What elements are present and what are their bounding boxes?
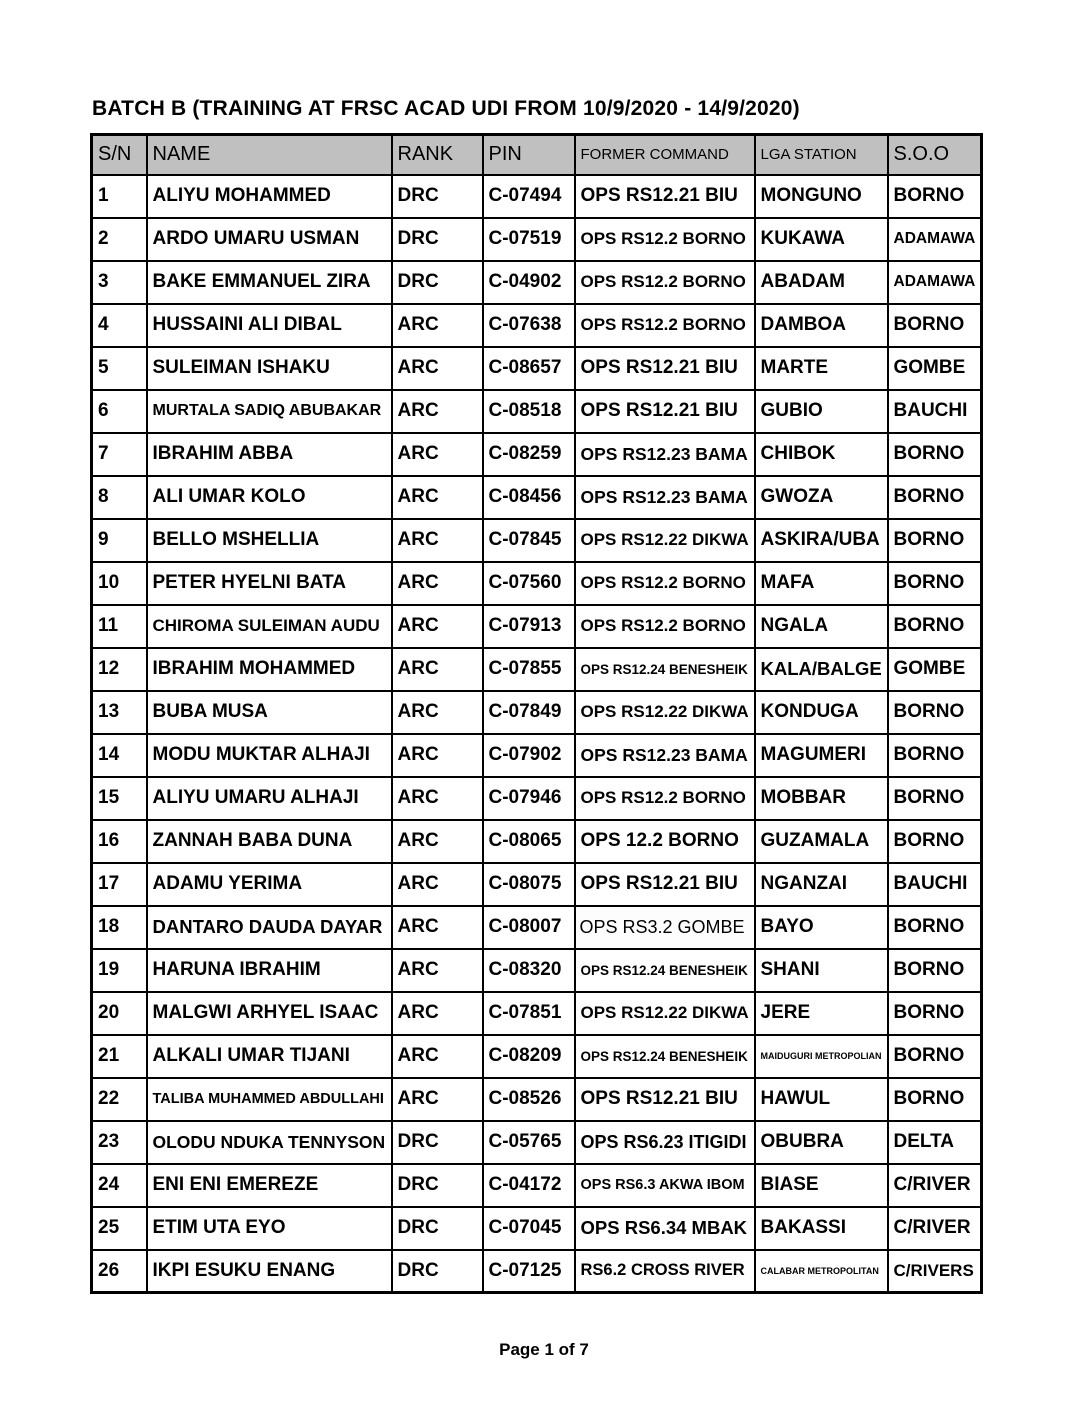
cell-sn: 7 <box>92 433 147 476</box>
cell-name: MURTALA SADIQ ABUBAKAR <box>147 390 392 433</box>
table-header-row <box>92 135 982 175</box>
cell-lga-station: BAYO <box>755 906 888 949</box>
cell-pin: C-05765 <box>483 1121 575 1164</box>
cell-lga-station: GWOZA <box>755 476 888 519</box>
table-row <box>92 605 982 648</box>
cell-sn: 3 <box>92 261 147 304</box>
cell-name: MALGWI ARHYEL ISAAC <box>147 992 392 1035</box>
cell-former-command: OPS RS12.24 BENESHEIK <box>575 949 755 992</box>
table-row <box>92 1207 982 1250</box>
table-row <box>92 777 982 820</box>
cell-lga-station: MAGUMERI <box>755 734 888 777</box>
cell-sn: 23 <box>92 1121 147 1164</box>
cell-lga-station: MAIDUGURI METROPOLIAN <box>755 1035 888 1078</box>
cell-lga-station: JERE <box>755 992 888 1035</box>
table-row <box>92 648 982 691</box>
cell-former-command: OPS RS12.24 BENESHEIK <box>575 1035 755 1078</box>
cell-soo: C/RIVER <box>888 1207 982 1250</box>
cell-pin: C-07902 <box>483 734 575 777</box>
cell-name: BELLO MSHELLIA <box>147 519 392 562</box>
cell-rank: ARC <box>392 906 483 949</box>
cell-former-command <box>575 906 755 949</box>
cell-former-command: OPS RS12.21 BIU <box>575 175 755 218</box>
cell-rank: ARC <box>392 562 483 605</box>
cell-former-command: OPS RS6.34 MBAK <box>575 1207 755 1250</box>
cell-former-command: OPS RS12.21 BIU <box>575 863 755 906</box>
table-row <box>92 820 982 863</box>
cell-pin: C-04902 <box>483 261 575 304</box>
cell-former-command: OPS RS12.22 DIKWA <box>575 519 755 562</box>
cell-soo: DELTA <box>888 1121 982 1164</box>
cell-sn: 14 <box>92 734 147 777</box>
cell-former-command: OPS RS12.23 BAMA <box>575 734 755 777</box>
cell-name: OLODU NDUKA TENNYSON <box>147 1121 392 1164</box>
cell-rank: ARC <box>392 390 483 433</box>
table-row <box>92 562 982 605</box>
cell-sn: 4 <box>92 304 147 347</box>
cell-rank: ARC <box>392 777 483 820</box>
cell-soo: C/RIVERS <box>888 1250 982 1293</box>
cell-sn: 2 <box>92 218 147 261</box>
cell-sn: 5 <box>92 347 147 390</box>
cell-pin: C-07913 <box>483 605 575 648</box>
cell-rank: DRC <box>392 175 483 218</box>
cell-name: ARDO UMARU USMAN <box>147 218 392 261</box>
cell-rank: DRC <box>392 1164 483 1207</box>
cell-sn: 1 <box>92 175 147 218</box>
cell-lga-station: CHIBOK <box>755 433 888 476</box>
cell-sn: 16 <box>92 820 147 863</box>
cell-soo: BORNO <box>888 906 982 949</box>
header-name: NAME <box>147 135 392 175</box>
cell-former-command: OPS RS6.23 ITIGIDI <box>575 1121 755 1164</box>
cell-lga-station: BAKASSI <box>755 1207 888 1250</box>
cell-former-command: OPS RS12.21 BIU <box>575 390 755 433</box>
cell-pin: C-08657 <box>483 347 575 390</box>
cell-soo: BORNO <box>888 949 982 992</box>
cell-pin: C-08065 <box>483 820 575 863</box>
cell-lga-station: MAFA <box>755 562 888 605</box>
table-row <box>92 476 982 519</box>
cell-name: BAKE EMMANUEL ZIRA <box>147 261 392 304</box>
cell-rank: DRC <box>392 218 483 261</box>
cell-soo: BORNO <box>888 992 982 1035</box>
cell-rank: ARC <box>392 433 483 476</box>
cell-name: DANTARO DAUDA DAYAR <box>147 906 392 949</box>
cell-lga-station: KALA/BALGE <box>755 648 888 691</box>
cell-lga-station: MOBBAR <box>755 777 888 820</box>
cell-lga-station: NGANZAI <box>755 863 888 906</box>
cell-pin: C-07494 <box>483 175 575 218</box>
cell-name: ALI UMAR KOLO <box>147 476 392 519</box>
page-footer: Page 1 of 7 <box>499 1340 589 1359</box>
cell-sn: 22 <box>92 1078 147 1121</box>
table-row <box>92 1121 982 1164</box>
cell-sn: 15 <box>92 777 147 820</box>
table-row <box>92 1078 982 1121</box>
cell-soo: C/RIVER <box>888 1164 982 1207</box>
cell-rank: ARC <box>392 863 483 906</box>
cell-lga-station: DAMBOA <box>755 304 888 347</box>
cell-former-command: OPS RS12.2 BORNO <box>575 605 755 648</box>
cell-pin: C-07946 <box>483 777 575 820</box>
cell-soo: BORNO <box>888 519 982 562</box>
cell-pin: C-08518 <box>483 390 575 433</box>
cell-former-command: OPS RS12.22 DIKWA <box>575 691 755 734</box>
cell-soo: BORNO <box>888 304 982 347</box>
cell-lga-station: CALABAR METROPOLITAN <box>755 1250 888 1293</box>
cell-sn: 9 <box>92 519 147 562</box>
header-pin: PIN <box>483 135 575 175</box>
table-row <box>92 304 982 347</box>
cell-pin: C-04172 <box>483 1164 575 1207</box>
cell-lga-station: SHANI <box>755 949 888 992</box>
cell-soo: GOMBE <box>888 648 982 691</box>
cell-sn: 10 <box>92 562 147 605</box>
table-row <box>92 1164 982 1207</box>
cell-sn: 12 <box>92 648 147 691</box>
header-lga-station: LGA STATION <box>755 135 888 175</box>
cell-former-command: OPS RS12.2 BORNO <box>575 261 755 304</box>
cell-sn: 20 <box>92 992 147 1035</box>
cell-lga-station: NGALA <box>755 605 888 648</box>
table-row <box>92 906 982 949</box>
batch-roster-table <box>90 133 983 1294</box>
cell-rank: ARC <box>392 734 483 777</box>
cell-lga-station: ABADAM <box>755 261 888 304</box>
cell-soo: BORNO <box>888 433 982 476</box>
cell-lga-station: MARTE <box>755 347 888 390</box>
table-row <box>92 949 982 992</box>
cell-soo: BAUCHI <box>888 863 982 906</box>
cell-name: IBRAHIM ABBA <box>147 433 392 476</box>
cell-soo: BORNO <box>888 175 982 218</box>
table-row <box>92 218 982 261</box>
cell-name: ZANNAH BABA DUNA <box>147 820 392 863</box>
cell-former-command: OPS RS12.2 BORNO <box>575 777 755 820</box>
cell-former-command: OPS RS12.22 DIKWA <box>575 992 755 1035</box>
table-row <box>92 1250 982 1293</box>
cell-rank: ARC <box>392 992 483 1035</box>
cell-name: ALIYU UMARU ALHAJI <box>147 777 392 820</box>
cell-name: ADAMU YERIMA <box>147 863 392 906</box>
cell-name: ENI ENI EMEREZE <box>147 1164 392 1207</box>
cell-name: ALKALI UMAR TIJANI <box>147 1035 392 1078</box>
cell-soo: BORNO <box>888 476 982 519</box>
cell-pin: C-07638 <box>483 304 575 347</box>
cell-soo: BAUCHI <box>888 390 982 433</box>
table-row <box>92 519 982 562</box>
cell-pin: C-08007 <box>483 906 575 949</box>
cell-rank: ARC <box>392 1035 483 1078</box>
cell-former-command: OPS RS12.2 BORNO <box>575 562 755 605</box>
cell-former-command: OPS RS12.21 BIU <box>575 1078 755 1121</box>
cell-sn: 18 <box>92 906 147 949</box>
cell-rank: ARC <box>392 347 483 390</box>
cell-pin: C-08209 <box>483 1035 575 1078</box>
cell-sn: 6 <box>92 390 147 433</box>
cell-rank: DRC <box>392 1250 483 1293</box>
table-row <box>92 1035 982 1078</box>
cell-former-command: OPS RS6.3 AKWA IBOM <box>575 1164 755 1207</box>
cell-rank: ARC <box>392 476 483 519</box>
cell-former-command: OPS RS12.2 BORNO <box>575 304 755 347</box>
cell-rank: ARC <box>392 519 483 562</box>
cell-pin: C-07519 <box>483 218 575 261</box>
cell-soo: BORNO <box>888 691 982 734</box>
cell-lga-station: KONDUGA <box>755 691 888 734</box>
header-rank: RANK <box>392 135 483 175</box>
cell-sn: 13 <box>92 691 147 734</box>
cell-pin: C-07125 <box>483 1250 575 1293</box>
table-row <box>92 863 982 906</box>
cell-former-command: RS6.2 CROSS RIVER <box>575 1250 755 1293</box>
cell-pin: C-08259 <box>483 433 575 476</box>
table-row <box>92 261 982 304</box>
cell-pin: C-07560 <box>483 562 575 605</box>
cell-pin: C-07849 <box>483 691 575 734</box>
cell-soo: BORNO <box>888 1035 982 1078</box>
cell-former-command: OPS RS12.21 BIU <box>575 347 755 390</box>
table-row <box>92 175 982 218</box>
cell-sn: 24 <box>92 1164 147 1207</box>
highlighted-cell-overlay: OPS RS3.2 GOMBE <box>575 906 755 949</box>
cell-soo: ADAMAWA <box>888 261 982 304</box>
cell-pin: C-08456 <box>483 476 575 519</box>
cell-rank: ARC <box>392 304 483 347</box>
cell-former-command: OPS RS12.23 BAMA <box>575 476 755 519</box>
cell-soo: BORNO <box>888 734 982 777</box>
cell-soo: BORNO <box>888 777 982 820</box>
cell-soo: BORNO <box>888 562 982 605</box>
cell-soo: BORNO <box>888 1078 982 1121</box>
cell-lga-station: HAWUL <box>755 1078 888 1121</box>
cell-name: BUBA MUSA <box>147 691 392 734</box>
cell-sn: 17 <box>92 863 147 906</box>
cell-rank: ARC <box>392 691 483 734</box>
cell-name: SULEIMAN ISHAKU <box>147 347 392 390</box>
table-row <box>92 347 982 390</box>
cell-former-command: OPS RS12.2 BORNO <box>575 218 755 261</box>
cell-lga-station: ASKIRA/UBA <box>755 519 888 562</box>
cell-sn: 26 <box>92 1250 147 1293</box>
cell-rank: ARC <box>392 648 483 691</box>
cell-former-command: OPS RS12.24 BENESHEIK <box>575 648 755 691</box>
cell-rank: DRC <box>392 1207 483 1250</box>
cell-former-command: OPS RS12.23 BAMA <box>575 433 755 476</box>
table-row <box>92 691 982 734</box>
cell-former-command: OPS 12.2 BORNO <box>575 820 755 863</box>
cell-lga-station: MONGUNO <box>755 175 888 218</box>
cell-rank: ARC <box>392 1078 483 1121</box>
cell-pin: C-07845 <box>483 519 575 562</box>
cell-name: PETER HYELNI BATA <box>147 562 392 605</box>
cell-lga-station: OBUBRA <box>755 1121 888 1164</box>
table-row <box>92 433 982 476</box>
cell-name: IBRAHIM MOHAMMED <box>147 648 392 691</box>
cell-rank: DRC <box>392 1121 483 1164</box>
cell-soo: GOMBE <box>888 347 982 390</box>
table-row <box>92 390 982 433</box>
cell-name: ALIYU MOHAMMED <box>147 175 392 218</box>
cell-sn: 25 <box>92 1207 147 1250</box>
cell-name: HUSSAINI ALI DIBAL <box>147 304 392 347</box>
cell-name: TALIBA MUHAMMED ABDULLAHI <box>147 1078 392 1121</box>
cell-sn: 21 <box>92 1035 147 1078</box>
cell-rank: ARC <box>392 605 483 648</box>
cell-name: HARUNA IBRAHIM <box>147 949 392 992</box>
table-row <box>92 992 982 1035</box>
cell-sn: 8 <box>92 476 147 519</box>
cell-pin: C-08075 <box>483 863 575 906</box>
cell-name: ETIM UTA EYO <box>147 1207 392 1250</box>
cell-name: CHIROMA SULEIMAN AUDU <box>147 605 392 648</box>
table-row <box>92 734 982 777</box>
cell-name: MODU MUKTAR ALHAJI <box>147 734 392 777</box>
cell-pin: C-08526 <box>483 1078 575 1121</box>
cell-pin: C-07045 <box>483 1207 575 1250</box>
cell-lga-station: BIASE <box>755 1164 888 1207</box>
cell-soo: BORNO <box>888 605 982 648</box>
cell-sn: 19 <box>92 949 147 992</box>
cell-name: IKPI ESUKU ENANG <box>147 1250 392 1293</box>
cell-rank: ARC <box>392 949 483 992</box>
cell-sn: 11 <box>92 605 147 648</box>
page-title: BATCH B (TRAINING AT FRSC ACAD UDI FROM 10/9/2020 - 14/9/2020) <box>92 97 800 120</box>
cell-rank: DRC <box>392 261 483 304</box>
header-sn: S/N <box>92 135 147 175</box>
cell-soo: BORNO <box>888 820 982 863</box>
cell-pin: C-08320 <box>483 949 575 992</box>
cell-pin: C-07851 <box>483 992 575 1035</box>
cell-lga-station: GUZAMALA <box>755 820 888 863</box>
cell-soo: ADAMAWA <box>888 218 982 261</box>
cell-lga-station: GUBIO <box>755 390 888 433</box>
cell-pin: C-07855 <box>483 648 575 691</box>
cell-rank: ARC <box>392 820 483 863</box>
header-soo: S.O.O <box>888 135 982 175</box>
header-former-command: FORMER COMMAND <box>575 135 755 175</box>
cell-lga-station: KUKAWA <box>755 218 888 261</box>
